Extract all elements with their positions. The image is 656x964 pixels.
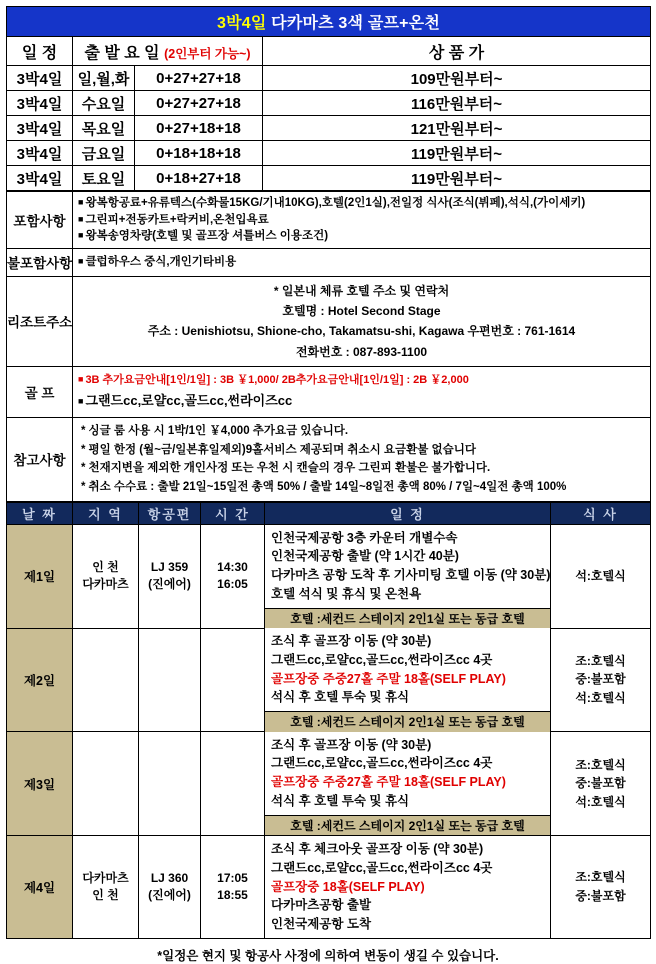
schedule-line-highlight: 골프장중 주중27홀 주말 18홀(SELF PLAY) (271, 775, 506, 790)
day-schedule (265, 525, 550, 609)
table-row (7, 732, 651, 836)
col-header-flight: 항공편 (139, 502, 201, 524)
square-bullet-icon: ■ (78, 213, 84, 224)
cell-day: 금요일 (73, 141, 135, 166)
golf-surcharge: ■ 3B 추가요금안내[1인/1일] : 3B ￥1,000/ 2B추가요금안내[1인/1일] : 2B ￥2,000 (78, 374, 469, 387)
square-bullet-icon: ■ (78, 256, 84, 267)
schedule-line: 인천국제공항 3층 카운터 개별수속 (271, 530, 458, 545)
cell-schedule: 3박4일 (7, 141, 73, 166)
not-included-row (7, 249, 651, 277)
schedule-line: 인천국제공항 도착 (271, 917, 372, 932)
asterisk-bullet-icon: * (81, 462, 86, 475)
schedule-line: 조식 후 골프장 이동 (약 30분) (271, 737, 432, 752)
list-item: ■ 클럽하우스 중식,개인기타비용 (78, 256, 237, 269)
cell-day: 수요일 (73, 91, 135, 116)
cell-holes: 0+18+18+18 (135, 141, 263, 166)
golf-label: 골 프 (7, 367, 73, 418)
col-header-schedule: 일 정 (7, 37, 73, 66)
schedule-line: 그랜드cc,로얄cc,골드cc,썬라이즈cc 4곳 (271, 652, 493, 667)
day-flight (139, 732, 201, 836)
table-row (7, 836, 651, 939)
resort-heading: * 일본내 체류 호텔 주소 및 연락처 (273, 283, 450, 298)
day-region (73, 732, 139, 836)
day-region (73, 628, 139, 732)
included-content (73, 192, 651, 249)
list-item: ■ 그린피+전동카트+락커비,온천입욕료 (78, 213, 269, 226)
square-bullet-icon: ■ (78, 396, 84, 407)
notes-content (73, 418, 651, 502)
asterisk-bullet-icon: * (81, 425, 86, 438)
col-header-departure-day (73, 37, 263, 66)
col-header-time: 시 간 (201, 502, 265, 524)
table-row (7, 116, 651, 141)
hotel-band: 호텔 :세컨드 스테이지 2인1실 또는 동급 호텔 (265, 608, 550, 628)
not-included-label: 불포함사항 (7, 249, 73, 277)
table-row (7, 91, 651, 116)
notes-label: 참고사항 (7, 418, 73, 502)
title-row (7, 7, 651, 37)
departure-day-label: 출 발 요 일 (84, 44, 160, 62)
schedule-line: 조식 후 체크아웃 골프장 이동 (약 30분) (271, 842, 484, 857)
cell-price: 119만원부터~ (263, 141, 651, 166)
asterisk-bullet-icon: * (81, 443, 86, 456)
cell-day: 목요일 (73, 116, 135, 141)
day-schedule (265, 732, 550, 816)
cell-schedule: 3박4일 (7, 91, 73, 116)
schedule-line-highlight: 골프장중 18홀(SELF PLAY) (271, 879, 425, 894)
col-header-date: 날 짜 (7, 502, 73, 524)
cell-price: 109만원부터~ (263, 66, 651, 91)
resort-row (7, 276, 651, 367)
included-row (7, 192, 651, 249)
day-region: 인 천 다카마츠 (73, 524, 139, 628)
list-item: * 싱글 룸 사용 시 1박/1인 ￥4,000 추가요금 있습니다. (81, 425, 349, 438)
list-item: ■ 왕복송영차량(호텔 및 골프장 셔틀버스 이용조건) (78, 230, 329, 243)
day-schedule-cell (265, 628, 551, 732)
included-label: 포함사항 (7, 192, 73, 249)
day-schedule (265, 628, 550, 712)
day-meals: 조:호텔식 중:불포함 (551, 836, 651, 939)
info-table (6, 191, 651, 502)
schedule-line: 조식 후 골프장 이동 (약 30분) (271, 634, 432, 649)
cell-day: 일,월,화 (73, 66, 135, 91)
col-header-meal: 식 사 (551, 502, 651, 524)
schedule-line-highlight: 골프장중 주중27홀 주말 18홀(SELF PLAY) (271, 671, 506, 686)
schedule-line: 석식 후 호텔 투숙 및 휴식 (271, 690, 410, 705)
not-included-content (73, 249, 651, 277)
square-bullet-icon: ■ (78, 230, 84, 241)
day-schedule-cell (265, 524, 551, 628)
footnote: *일정은 현지 및 항공사 사정에 의하여 변동이 생길 수 있습니다. (157, 948, 499, 963)
square-bullet-icon: ■ (78, 374, 84, 385)
day-number: 제4일 (7, 836, 73, 939)
day-number: 제1일 (7, 524, 73, 628)
day-time (201, 732, 265, 836)
resort-address: 주소 : Uenishiotsu, Shione-cho, Takamatsu-shi, Kagawa 우편번호 : 761-1614 (147, 324, 576, 339)
day-number: 제3일 (7, 732, 73, 836)
cell-schedule: 3박4일 (7, 66, 73, 91)
title-highlight: 3박4일 (217, 15, 267, 32)
notes-row (7, 418, 651, 502)
price-header-row (7, 37, 651, 66)
price-table (6, 6, 651, 191)
square-bullet-icon: ■ (78, 197, 84, 207)
asterisk-bullet-icon: * (81, 480, 86, 493)
table-row (7, 524, 651, 628)
day-region: 다카마츠 인 천 (73, 836, 139, 939)
day-flight: LJ 360 (진에어) (139, 836, 201, 939)
day-meals: 조:호텔식 중:불포함 석:호텔식 (551, 732, 651, 836)
day-time: 17:05 18:55 (201, 836, 265, 939)
table-row (7, 141, 651, 166)
itinerary-header-row (7, 502, 651, 524)
day-meals: 조:호텔식 중:불포함 석:호텔식 (551, 628, 651, 732)
title-rest: 다카마츠 3색 골프+온천 (266, 15, 440, 32)
day-meals: 석:호텔식 (551, 524, 651, 628)
schedule-line: 석식 후 호텔 투숙 및 휴식 (271, 793, 410, 808)
golf-row (7, 367, 651, 418)
day-time (201, 628, 265, 732)
schedule-line: 인천국제공항 출발 (약 1시간 40분) (271, 549, 459, 564)
golf-courses: ■ 그랜드cc,로얄cc,골드cc,썬라이즈cc (78, 393, 293, 409)
cell-day: 토요일 (73, 166, 135, 191)
cell-holes: 0+27+27+18 (135, 66, 263, 91)
departure-day-note: (2인부터 가능~) (164, 46, 251, 61)
cell-holes: 0+18+27+18 (135, 166, 263, 191)
cell-schedule: 3박4일 (7, 166, 73, 191)
day-number: 제2일 (7, 628, 73, 732)
col-header-price: 상 품 가 (263, 37, 651, 66)
list-item: * 취소 수수료 : 출발 21일~15일전 총액 50% / 출발 14일~8일전 총액 80% / 7일~4일전 총액 100% (81, 480, 567, 493)
page-title (7, 7, 651, 37)
resort-hotel-name: 호텔명 : Hotel Second Stage (282, 304, 441, 319)
list-item: ■ 왕복항공료+유류텍스(수화물15KG/기내10KG),호텔(2인1실),전일정 식사(조식(뷔페),석식,(가이세키) (78, 197, 586, 209)
schedule-line: 그랜드cc,로얄cc,골드cc,썬라이즈cc 4곳 (271, 860, 493, 875)
day-flight: LJ 359 (진에어) (139, 524, 201, 628)
table-row (7, 66, 651, 91)
list-item: * 천재지변을 제외한 개인사정 또는 우천 시 캔슬의 경우 그린피 환불은 불가합니다. (81, 462, 491, 475)
table-row (7, 166, 651, 191)
table-row (7, 628, 651, 732)
golf-content (73, 367, 651, 418)
day-time: 14:30 16:05 (201, 524, 265, 628)
resort-label: 리조트주소 (7, 276, 73, 367)
list-item: * 평일 한정 (월~금/일본휴일제외)9홀서비스 제공되며 취소시 요금환불 없습니다 (81, 443, 476, 456)
day-schedule-cell (265, 732, 551, 836)
day-flight (139, 628, 201, 732)
cell-holes: 0+27+27+18 (135, 91, 263, 116)
cell-price: 116만원부터~ (263, 91, 651, 116)
schedule-line: 그랜드cc,로얄cc,골드cc,썬라이즈cc 4곳 (271, 756, 493, 771)
cell-schedule: 3박4일 (7, 116, 73, 141)
col-header-region: 지 역 (73, 502, 139, 524)
col-header-schedule: 일 정 (265, 502, 551, 524)
hotel-band: 호텔 :세컨드 스테이지 2인1실 또는 동급 호텔 (265, 712, 550, 732)
resort-content (73, 276, 651, 367)
cell-holes: 0+27+18+18 (135, 116, 263, 141)
resort-phone: 전화번호 : 087-893-1100 (295, 344, 428, 359)
schedule-line: 다카마츠공항 출발 (271, 898, 372, 913)
hotel-band: 호텔 :세컨드 스테이지 2인1실 또는 동급 호텔 (265, 815, 550, 835)
cell-price: 121만원부터~ (263, 116, 651, 141)
day-schedule (265, 836, 551, 939)
cell-price: 119만원부터~ (263, 166, 651, 191)
itinerary-table (6, 502, 651, 939)
schedule-line: 호텔 석식 및 휴식 및 온천욕 (271, 586, 422, 601)
schedule-line: 다카마츠 공항 도착 후 기사미팅 호텔 이동 (약 30분) (271, 568, 551, 583)
